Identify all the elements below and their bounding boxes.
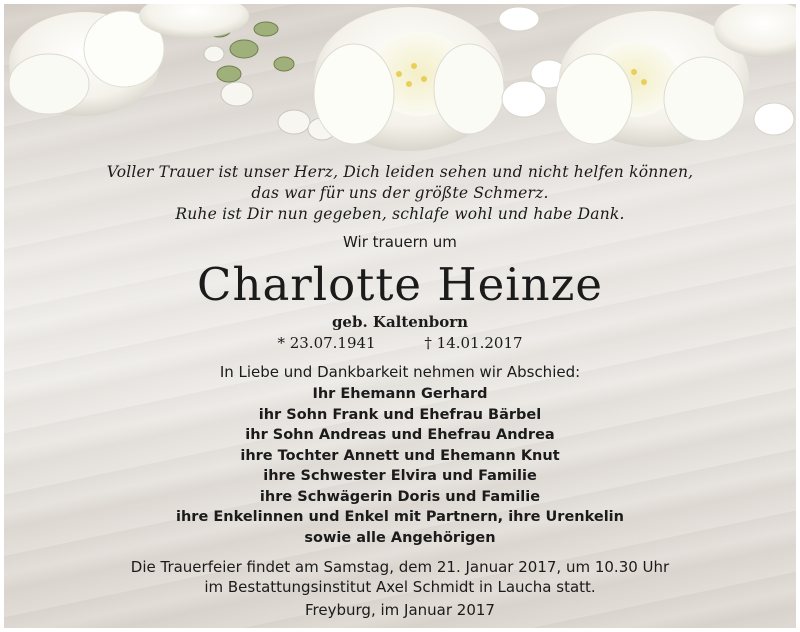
service-line: Die Trauerfeier findet am Samstag, dem 21. Januar 2017, um 10.30 Uhr [130, 558, 670, 576]
white-tulips-image [4, 4, 800, 154]
farewell-text: In Liebe und Dankbarkeit nehmen wir Abschied: [219, 363, 581, 381]
deceased-name: Charlotte Heinze [197, 258, 603, 311]
mourner: ihr Sohn Andreas und Ehefrau Andrea [245, 427, 555, 443]
verse-line: Ruhe ist Dir nun gegeben, schlafe wohl und habe Dank. [175, 205, 625, 223]
mourner: sowie alle Angehörigen [304, 529, 496, 546]
maiden-name: geb. Kaltenborn [331, 313, 469, 331]
service-line: im Bestattungsinstitut Axel Schmidt in Laucha statt. [204, 578, 596, 596]
mourner: ihre Schwester Elvira und Familie [263, 468, 537, 484]
mourner: ihre Enkelinnen und Enkel mit Partnern, ihre Urenkelin [176, 509, 624, 525]
mourner: ihre Tochter Annett und Ehemann Knut [240, 447, 560, 464]
funeral-service-info [4, 557, 796, 597]
mourner: ihre Schwägerin Doris und Familie [259, 488, 541, 505]
tulip-left [9, 11, 164, 116]
memorial-verse [4, 162, 796, 225]
verse-line: Voller Trauer ist unser Herz, Dich leiden sehen und nicht helfen können, [106, 163, 694, 181]
intro-text: Wir trauern um [343, 233, 457, 251]
tulip-center [314, 7, 504, 151]
mourners-list [4, 384, 796, 548]
verse-line: das war für uns der größte Schmerz. [251, 184, 549, 202]
life-dates [4, 334, 796, 352]
mourner: ihr Sohn Frank und Ehefrau Bärbel [258, 406, 542, 423]
place-and-date: Freyburg, im Januar 2017 [305, 601, 495, 619]
birth-date: * 23.07.1941 [277, 334, 376, 352]
death-date: † 14.01.2017 [424, 334, 523, 352]
mourner: Ihr Ehemann Gerhard [312, 386, 488, 402]
